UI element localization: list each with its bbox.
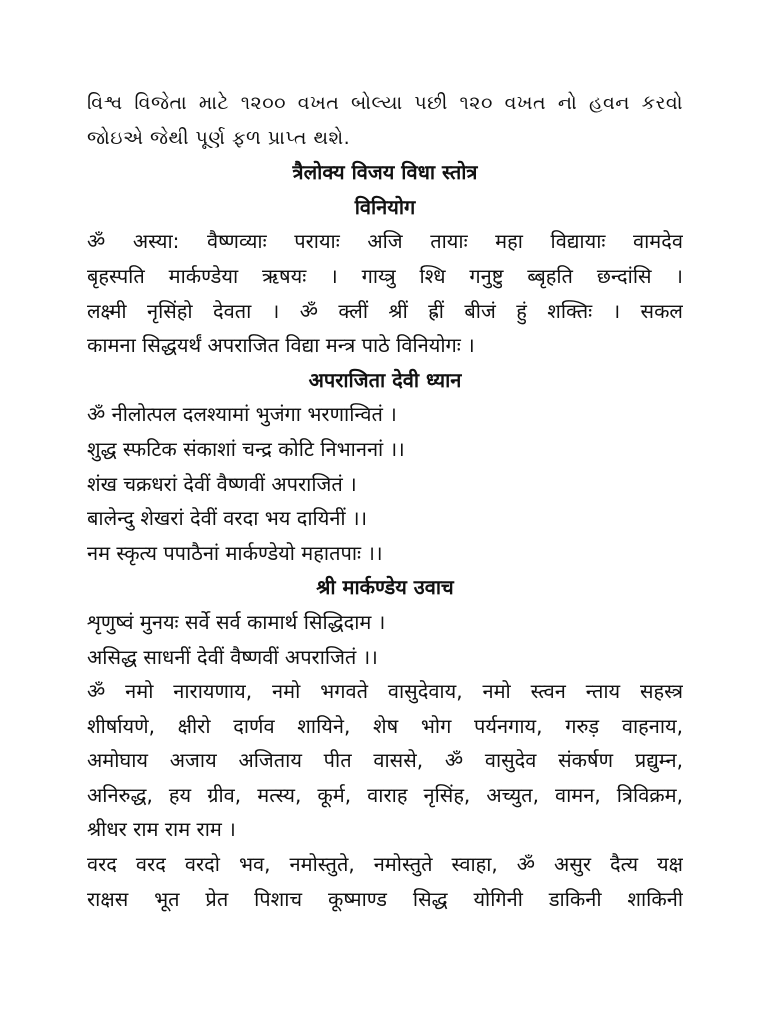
viniyoga-line: ॐ अस्या: वैष्णव्याः परायाः अजि तायाः महा विद्यायाः वामदेव xyxy=(87,229,683,254)
dhyana-line: शंख चक्रधरां देवीं वैष्णवीं अपराजितं । xyxy=(87,471,357,496)
dhyana-line: शुद्ध स्फटिक संकाशां चन्द्र कोटि निभाननां ।। xyxy=(87,436,405,461)
viniyoga-line: लक्ष्मी नृसिंहो देवता । ॐ क्लीं श्रीं ह्रीं बीजं हुं शक्तिः । सकल xyxy=(87,298,683,323)
dhyana-line: बालेन्दु शेखरां देवीं वरदा भय दायिनीं ।। xyxy=(87,506,368,531)
viniyoga-line: बृहस्पति मार्कण्डेया ऋषयः । गाय्त्रु श्धि गनुष्टु ब्बृहति छन्दांसि । xyxy=(87,263,683,288)
uvacha-line: वरद वरद वरदो भव, नमोस्तुते, नमोस्तुते स्वाहा, ॐ असुर दैत्य यक्ष xyxy=(87,852,683,877)
viniyoga-line: कामना सिद्धयर्थं अपराजित विद्या मन्त्र पाठे विनियोगः । xyxy=(87,333,475,358)
uvacha-line: श्रीधर राम राम राम । xyxy=(87,817,236,842)
viniyoga-heading: विनियोग xyxy=(354,194,416,219)
uvacha-line: ॐ नमो नारायणाय, नमो भगवते वासुदेवाय, नमो स्त्वन न्ताय सहस्त्र xyxy=(87,679,683,704)
uvacha-line: शृणुष्वं मुनयः सर्वे सर्व कामार्थ सिद्धिदाम । xyxy=(87,609,386,634)
dhyana-heading: अपराजिता देवी ध्यान xyxy=(308,367,462,392)
uvacha-line: अमोघाय अजाय अजिताय पीत वाससे, ॐ वासुदेव संकर्षण प्रद्युम्न, xyxy=(87,748,683,773)
uvacha-line: शीर्षायणे, क्षीरो दार्णव शायिने, शेष भोग पर्यनगाय, गरुड़ वाहनाय, xyxy=(87,713,683,738)
dhyana-line: नम स्कृत्य पपाठैनां मार्कण्डेयो महातपाः ।। xyxy=(87,540,383,565)
intro-line-2: જોઇએ જેથી પૂર્ણ ફળ પ્રાપ્ત થશે. xyxy=(87,126,351,149)
uvacha-line: अनिरुद्ध, हय ग्रीव, मत्स्य, कूर्म, वाराह नृसिंह, अच्युत, वामन, त्रिविक्रम, xyxy=(87,782,683,807)
uvacha-line: असिद्ध साधनीं देवीं वैष्णवीं अपराजितं ।। xyxy=(87,644,378,669)
document-page xyxy=(87,86,683,916)
stotra-title: त्रैलोक्य विजय विधा स्तोत्र xyxy=(292,160,478,185)
uvacha-line: राक्षस भूत प्रेत पिशाच कूष्माण्ड सिद्ध योगिनी डाकिनी शाकिनी xyxy=(87,886,683,911)
uvacha-heading: श्री मार्कण्डेय उवाच xyxy=(316,575,454,600)
intro-line-1: વિશ્વ વિજેતા માટે ૧૨૦૦ વખત બોલ્યા પછી ૧૨૦ વખત નો હવન કરવો xyxy=(87,92,683,114)
dhyana-line: ॐ नीलोत्पल दलश्यामां भुजंगा भरणान्वितं । xyxy=(87,402,397,427)
